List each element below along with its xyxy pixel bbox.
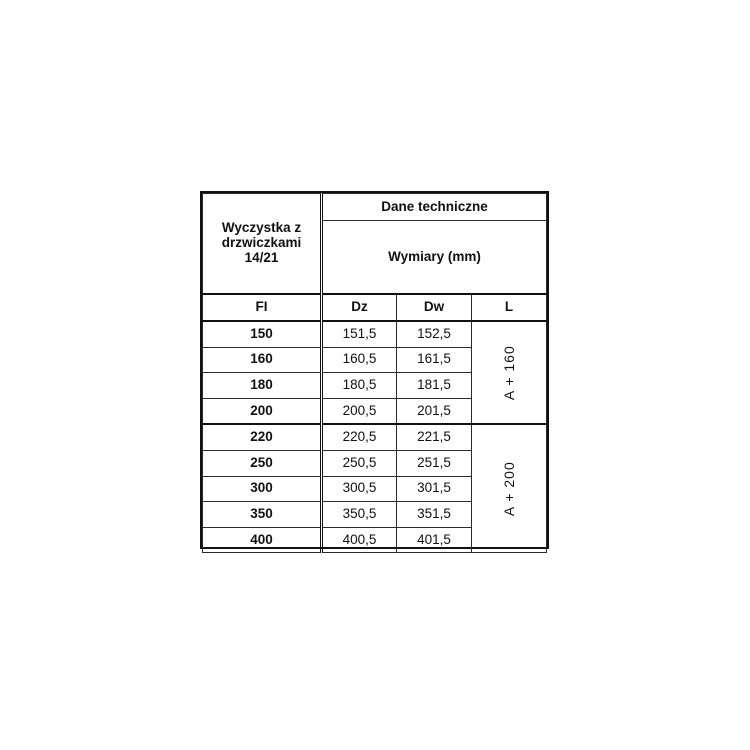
cell-fi: 400 <box>203 527 322 553</box>
column-header-l: L <box>472 294 547 321</box>
l-group-1 <box>472 321 547 424</box>
cell-fi: 300 <box>203 476 322 502</box>
cell-fi: 220 <box>203 424 322 450</box>
cell-dw: 181,5 <box>397 373 472 399</box>
cell-dz: 250,5 <box>322 450 397 476</box>
l-group-2 <box>472 424 547 552</box>
l-group-2-label: A + 200 <box>500 461 517 517</box>
cell-dw: 301,5 <box>397 476 472 502</box>
cell-dw: 152,5 <box>397 321 472 347</box>
section-header: Dane techniczne <box>322 194 547 221</box>
column-header-dz: Dz <box>322 294 397 321</box>
cell-dz: 220,5 <box>322 424 397 450</box>
cell-dz: 350,5 <box>322 502 397 528</box>
cell-dw: 201,5 <box>397 398 472 424</box>
cell-dz: 200,5 <box>322 398 397 424</box>
cell-fi: 350 <box>203 502 322 528</box>
table-row <box>203 424 547 450</box>
cell-dw: 221,5 <box>397 424 472 450</box>
cell-fi: 160 <box>203 347 322 373</box>
cell-dw: 401,5 <box>397 527 472 553</box>
cell-dw: 161,5 <box>397 347 472 373</box>
cell-dw: 251,5 <box>397 450 472 476</box>
cell-dz: 180,5 <box>322 373 397 399</box>
technical-data-table <box>200 191 549 549</box>
cell-dz: 300,5 <box>322 476 397 502</box>
cell-dz: 151,5 <box>322 321 397 347</box>
cell-fi: 200 <box>203 398 322 424</box>
cell-fi: 250 <box>203 450 322 476</box>
cell-fi: 150 <box>203 321 322 347</box>
cell-dz: 160,5 <box>322 347 397 373</box>
spec-table <box>202 193 547 553</box>
column-header-dw: Dw <box>397 294 472 321</box>
table-row <box>203 321 547 347</box>
column-header-fi: FI <box>203 294 322 321</box>
cell-dw: 351,5 <box>397 502 472 528</box>
cell-dz: 400,5 <box>322 527 397 553</box>
product-title: Wyczystka z drzwiczkami 14/21 <box>203 194 322 295</box>
cell-fi: 180 <box>203 373 322 399</box>
l-group-1-label: A + 160 <box>500 345 517 400</box>
dimensions-subheader: Wymiary (mm) <box>322 221 547 295</box>
